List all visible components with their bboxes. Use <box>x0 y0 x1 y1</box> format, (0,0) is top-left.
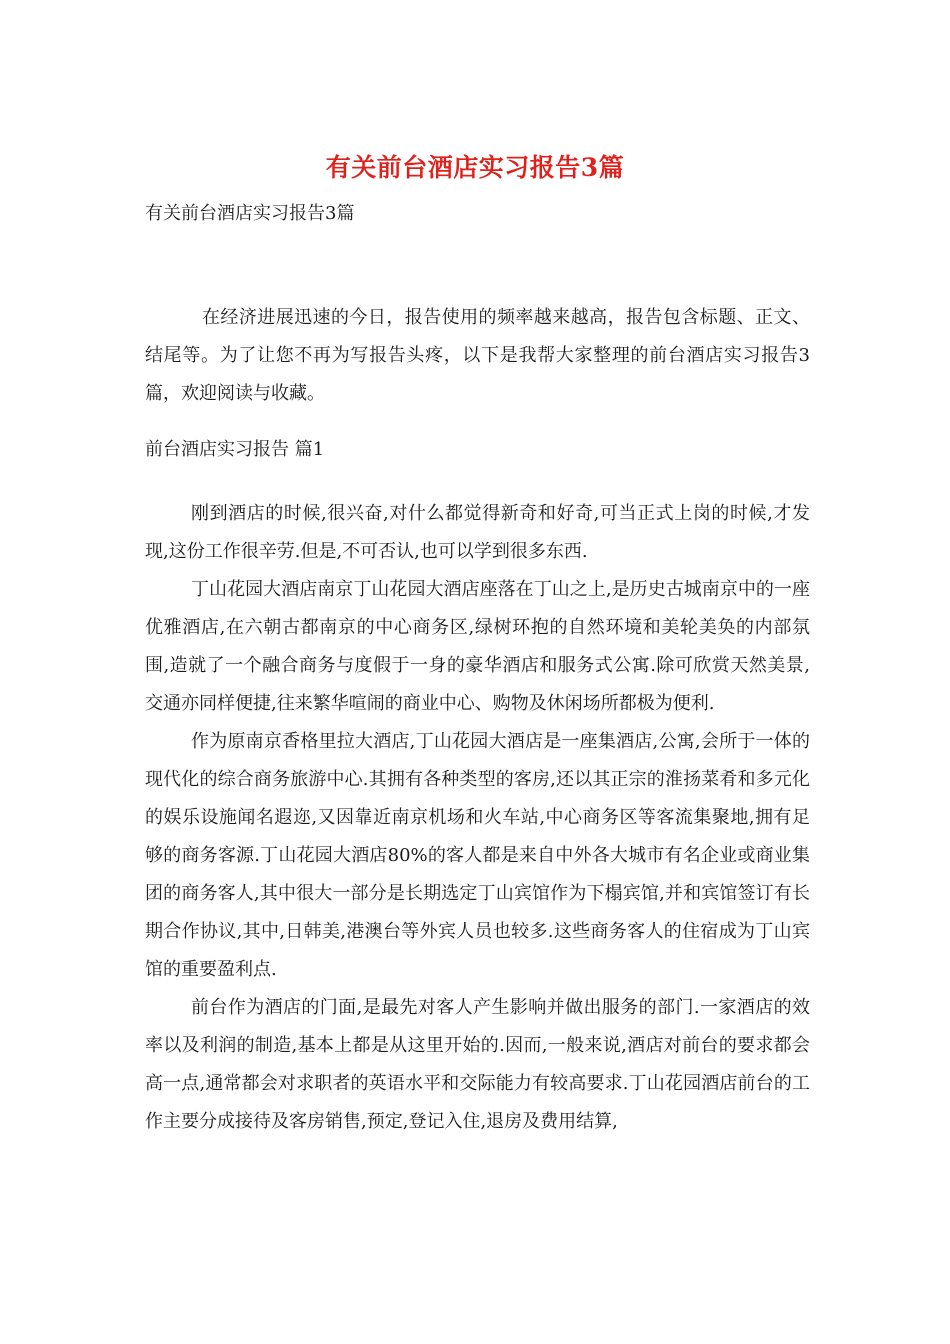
body-paragraph-2: 丁山花园大酒店南京丁山花园大酒店座落在丁山之上,是历史古城南京中的一座优雅酒店,在六朝古都南京的中心商务区,绿树环抱的自然环境和美轮美奂的内部氛围,造就了一个融合商务与度假于一身的豪华酒店和服务式公寓.除可欣赏天然美景,交通亦同样便捷,往来繁华喧闹的商业中心、购物及休闲场所都极为便利. <box>145 579 810 714</box>
document-subtitle: 有关前台酒店实习报告3篇 <box>145 203 355 224</box>
body-paragraph-1: 刚到酒店的时候,很兴奋,对什么都觉得新奇和好奇,可当正式上岗的时候,才发现,这份工作很辛劳.但是,不可否认,也可以学到很多东西. <box>145 503 810 562</box>
document-title: 有关前台酒店实习报告3篇 <box>325 153 625 182</box>
section-heading: 前台酒店实习报告 篇1 <box>145 439 325 460</box>
document-body <box>145 299 810 1141</box>
body-paragraph-4: 前台作为酒店的门面,是最先对客人产生影响并做出服务的部门.一家酒店的效率以及利润的制造,基本上都是从这里开始的.因而,一般来说,酒店对前台的要求都会高一点,通常都会对求职者的英语水平和交际能力有较高要求.丁山花园酒店前台的工作主要分成接待及客房销售,预定,登记入住,退房及费用结算, <box>145 997 810 1132</box>
body-paragraph-3: 作为原南京香格里拉大酒店,丁山花园大酒店是一座集酒店,公寓,会所于一体的现代化的综合商务旅游中心.其拥有各种类型的客房,还以其正宗的淮扬菜肴和多元化的娱乐设施闻名遐迩,又因靠近南京机场和火车站,中心商务区等客流集聚地,拥有足够的商务客源.丁山花园大酒店80%的客人都是来自中外各大城市有名企业或商业集团的商务客人,其中很大一部分是长期选定丁山宾馆作为下榻宾馆,并和宾馆签订有长期合作协议,其中,日韩美,港澳台等外宾人员也较多.这些商务客人的住宿成为丁山宾馆的重要盈利点. <box>145 731 810 980</box>
intro-paragraph: 在经济进展迅速的今日，报告使用的频率越来越高，报告包含标题、正文、结尾等。为了让您不再为写报告头疼，以下是我帮大家整理的前台酒店实习报告3篇，欢迎阅读与收藏。 <box>145 307 810 404</box>
